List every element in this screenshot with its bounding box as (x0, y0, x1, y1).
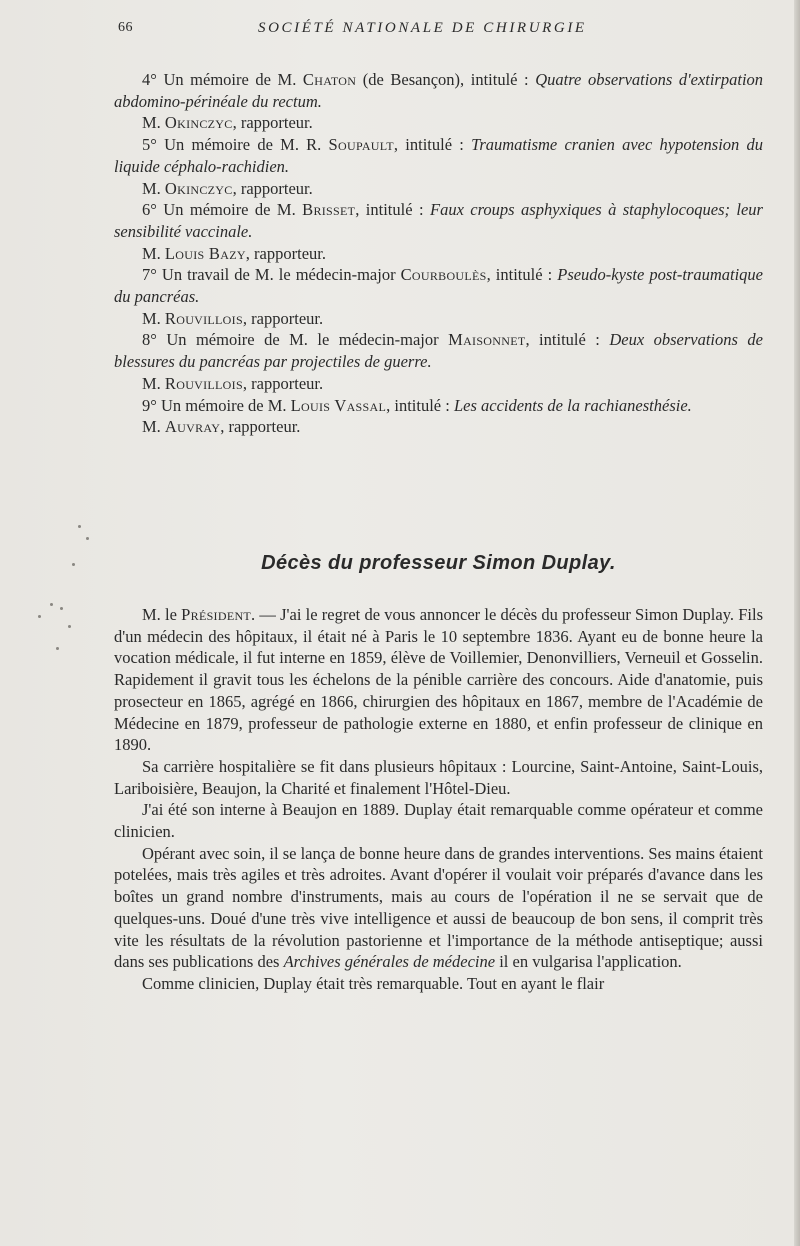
obituary-paragraph: Sa carrière hospitalière se fit dans plusieurs hôpitaux : Lourcine, Saint-Antoine, Saint-Louis, Lariboisière, Beaujon, la Charité et finalement l'Hôtel-Dieu. (114, 756, 763, 798)
memoir-rapporteur: M. Okinczyc, rapporteur. (142, 113, 313, 133)
speaker-name: Président (181, 605, 252, 624)
memoir-entry: 5° Un mémoire de M. R. Soupault, intitulé : Traumatisme cranien avec hypotension du liquide céphalo-rachidien. (114, 135, 764, 176)
section-title: Décès du professeur Simon Duplay. (261, 552, 616, 574)
scan-specks (20, 515, 100, 685)
memoir-title: Pseudo-kyste post-traumatique du pancréas. (114, 265, 763, 307)
memoir-entry: 8° Un mémoire de M. le médecin-major Maisonnet, intitulé : Deux observations de blessures du pancréas par projectiles de guerre. (114, 330, 763, 372)
memoir-rapporteur: M. Okinczyc, rapporteur. (142, 178, 313, 198)
speck-mark (86, 537, 89, 540)
speck-mark (78, 525, 81, 528)
journal-title: Archives générales de médecine (283, 952, 496, 972)
running-head: SOCIÉTÉ NATIONALE DE CHIRURGIE (258, 20, 587, 36)
memoir-title: Traumatisme cranien avec hypotension du liquide céphalo-rachidien. (114, 135, 764, 176)
memoir-rapporteur: M. Louis Bazy, rapporteur. (142, 243, 326, 263)
speck-mark (72, 563, 75, 566)
memoir-title: Faux croups asphyxiques à staphylocoques; leur sensibilité vaccinale. (114, 200, 763, 241)
obituary-paragraph: J'ai été son interne à Beaujon en 1889. Duplay était remarquable comme opérateur et comme clinicien. (114, 800, 763, 842)
memoir-entry: 7° Un travail de M. le médecin-major Courboulès, intitulé : Pseudo-kyste post-traumatique du pancréas. (114, 265, 763, 307)
speck-mark (68, 625, 71, 628)
memoir-title: Quatre observations d'extirpation abdomino-périnéale du rectum. (114, 70, 764, 111)
page-header (118, 20, 763, 42)
page-edge-shadow (794, 0, 800, 1246)
speck-mark (60, 607, 63, 610)
obituary-body (114, 604, 763, 995)
obituary-paragraph: Comme clinicien, Duplay était très remarquable. Tout en ayant le flair (142, 973, 605, 993)
speck-mark (56, 647, 59, 650)
speck-mark (38, 615, 41, 618)
obituary-paragraph: Opérant avec soin, il se lança de bonne heure dans de grandes interventions. Ses mains étaient potelées, mais très agiles et très adroites. Avant d'opérer il voulait voir préparés d'avance dans les boîtes un grand nombre d'instruments, mais au cours de l'opération il ne se servait que de quelques-uns. Doué d'une très vive intelligence et aussi de beaucoup de bon sens, il comprit très vite les résultats de la révolution pastorienne et l'importance de la méthode antiseptique; aussi dans ses publications des Archives générales de médecine il en vulgarisa l'application. (114, 843, 763, 972)
memoir-rapporteur: M. Rouvillois, rapporteur. (142, 373, 324, 393)
memoir-entry: 6° Un mémoire de M. Brisset, intitulé : Faux croups asphyxiques à staphylocoques; leur sensibilité vaccinale. (114, 200, 763, 241)
memoir-title: Deux observations de blessures du pancréas par projectiles de guerre. (114, 330, 763, 372)
memoir-entry: 9° Un mémoire de M. Louis Vassal, intitulé : Les accidents de la rachianesthésie. (142, 395, 692, 415)
speck-mark (50, 603, 53, 606)
memoir-entry: 4° Un mémoire de M. Chaton (de Besançon), intitulé : Quatre observations d'extirpation abdomino-périnéale du rectum. (114, 70, 764, 111)
obituary-paragraph: M. le Président. — J'ai le regret de vous annoncer le décès du professeur Simon Duplay. Fils d'un médecin des hôpitaux, il était né à Paris le 10 septembre 1836. Ayant eu de bonne heure la vocation médicale, il fut interne en 1859, élève de Voillemier, Denonvilliers, Verneuil et Gosselin. Rapidement il gravit tous les échelons de la pénible carrière des concours. Aide d'anatomie, puis prosecteur en 1865, agrégé en 1866, chirurgien des hôpitaux en 1867, membre de l'Académie de Médecine en 1879, professeur de pathologie externe en 1880, et enfin professeur de clinique en 1890. (114, 605, 764, 755)
memoir-list (114, 69, 763, 438)
memoir-rapporteur: M. Auvray, rapporteur. (142, 417, 301, 437)
memoir-rapporteur: M. Rouvillois, rapporteur. (142, 308, 324, 328)
page-number: 66 (118, 20, 133, 35)
memoir-title: Les accidents de la rachianesthésie. (453, 395, 692, 415)
